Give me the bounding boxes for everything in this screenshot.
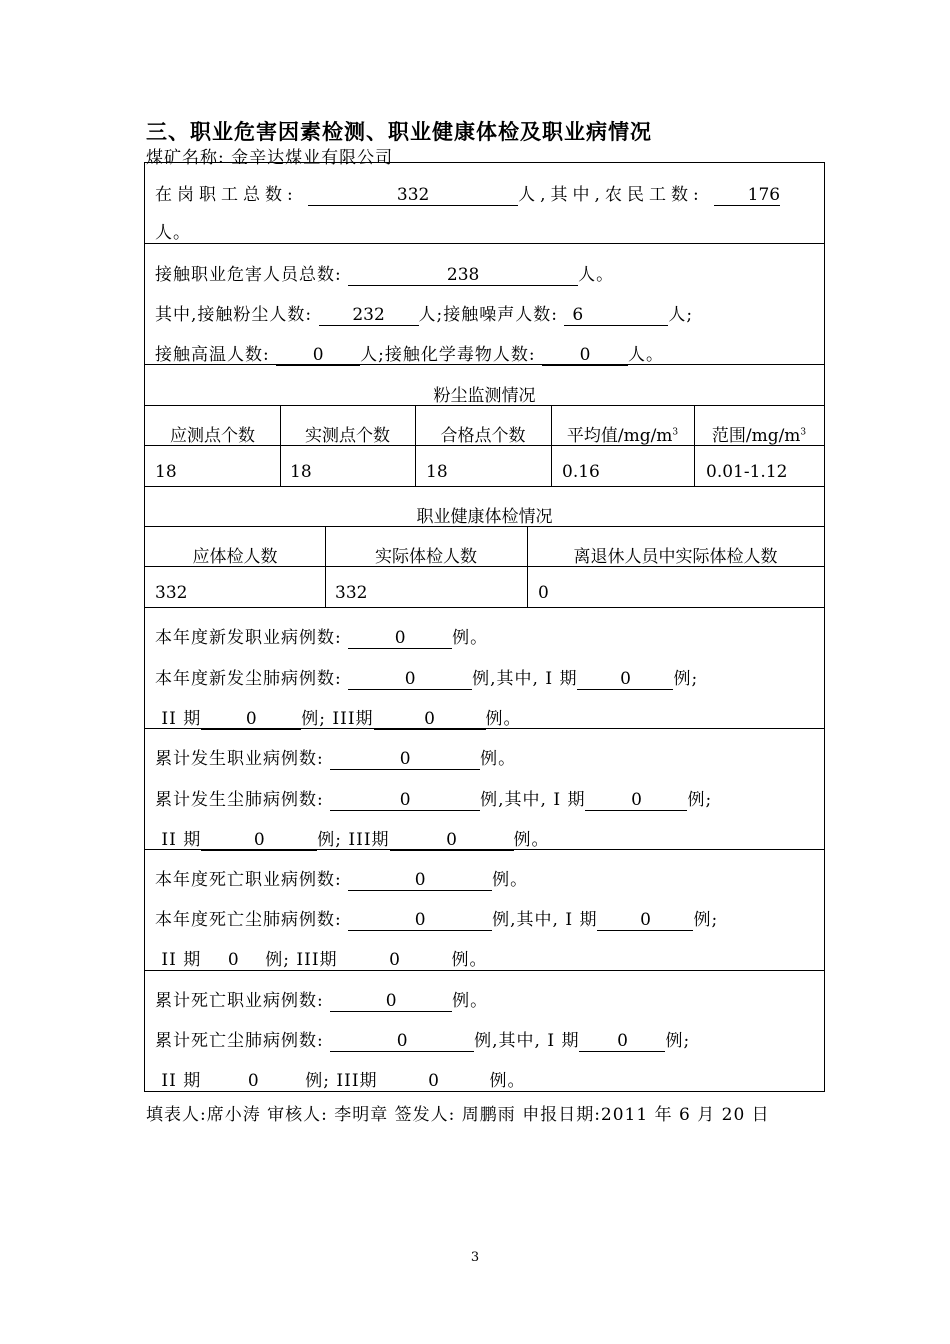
exam-value-planned: 332: [155, 583, 188, 603]
dust-header-range: 范围$/mg/m^3$: [711, 426, 807, 446]
signature-line: 填表人:席小涛 审核人: 李明章 签发人: 周鹏雨 申报日期:2011 年 6 月 20 日: [146, 1105, 770, 1125]
dust-value-range: 0.01-1.12: [706, 462, 788, 482]
stage2-label: II 期: [161, 950, 202, 970]
cum-death-stage3-value: 0: [378, 1071, 490, 1092]
death-occ-line: [155, 865, 528, 891]
cum-stage-line: [155, 825, 550, 851]
dust-value-average: 0.16: [562, 462, 600, 482]
stage3-label: III期: [348, 830, 390, 850]
cum-death-stage-line: [155, 1066, 526, 1092]
heat-count-label: 接触高温人数:: [155, 345, 270, 365]
cum-stage1-value: 0: [585, 790, 687, 811]
noise-tail: 人;: [668, 305, 694, 325]
exposure-dust-line: [155, 300, 693, 326]
staff-unit: 人: [518, 185, 541, 205]
cum-occ-line: [155, 744, 516, 770]
page-number: 3: [470, 1250, 480, 1265]
new-stage3-value: 0: [374, 709, 486, 730]
heat-count-value: 0: [276, 345, 360, 366]
dust-header-measured: 实测点个数: [305, 426, 390, 446]
new-occ-value: 0: [348, 628, 452, 649]
case-unit: 例;: [687, 790, 713, 810]
stage1-label: I 期: [545, 669, 578, 689]
exposure-total-label: 接触职业危害人员总数:: [155, 265, 342, 285]
case-unit: 例。: [513, 830, 550, 850]
staff-total-label: 在岗职工总数:: [155, 185, 298, 205]
case-unit: 例;: [301, 709, 326, 729]
case-unit: 例。: [485, 709, 522, 729]
death-occ-label: 本年度死亡职业病例数:: [155, 870, 342, 890]
cum-stage2-value: 0: [201, 830, 317, 851]
case-mid: 例,其中,: [472, 669, 539, 689]
cum-death-occ-line: [155, 986, 488, 1012]
case-unit: 例;: [305, 1071, 330, 1091]
new-occ-label: 本年度新发职业病例数:: [155, 628, 342, 648]
death-pneumo-line: [155, 905, 718, 931]
dust-header-qualified: 合格点个数: [440, 426, 526, 446]
death-stage2-value: 0: [201, 950, 265, 971]
death-pneumo-value: 0: [348, 910, 492, 931]
case-unit: 例;: [317, 830, 342, 850]
cum-death-pneumo-value: 0: [330, 1031, 474, 1052]
new-pneumo-value: 0: [348, 669, 472, 690]
section-title: 三、职业危害因素检测、职业健康体检及职业病情况: [146, 120, 652, 144]
farmer-value: 176: [714, 185, 780, 206]
stage2-label: II 期: [161, 1071, 202, 1091]
cum-occ-label: 累计发生职业病例数:: [155, 749, 324, 769]
stage2-label: II 期: [161, 830, 202, 850]
exam-value-retired: 0: [538, 583, 549, 603]
dust-value-measured: 18: [290, 462, 312, 482]
stage1-label: I 期: [547, 1031, 580, 1051]
stage1-label: I 期: [553, 790, 586, 810]
new-occ-line: [155, 623, 488, 649]
cum-death-occ-label: 累计死亡职业病例数:: [155, 991, 324, 1011]
case-unit: 例。: [452, 628, 489, 648]
death-occ-value: 0: [348, 870, 492, 891]
dust-value-planned: 18: [155, 462, 177, 482]
dust-count-label: 其中,接触粉尘人数:: [155, 305, 313, 325]
new-stage2-value: 0: [201, 709, 301, 730]
case-unit: 例;: [693, 910, 719, 930]
chem-tail: 人。: [628, 345, 665, 365]
exposure-heat-line: [155, 340, 664, 366]
exposure-total-tail: 人。: [578, 265, 615, 285]
stage3-label: III期: [296, 950, 338, 970]
staff-total-value: 332: [308, 185, 518, 206]
death-pneumo-label: 本年度死亡尘肺病例数:: [155, 910, 342, 930]
cum-pneumo-label: 累计发生尘肺病例数:: [155, 790, 324, 810]
cum-death-occ-value: 0: [330, 991, 452, 1012]
cum-death-stage2-value: 0: [201, 1071, 305, 1092]
case-unit: 例。: [480, 749, 517, 769]
death-stage1-value: 0: [597, 910, 693, 931]
dust-count-value: 232: [319, 305, 419, 326]
exam-value-actual: 332: [335, 583, 368, 603]
stage3-label: III期: [336, 1071, 378, 1091]
new-pneumo-label: 本年度新发尘肺病例数:: [155, 669, 342, 689]
cum-death-pneumo-line: [155, 1026, 690, 1052]
noise-count-value: 6: [564, 305, 668, 326]
case-unit: 例。: [492, 870, 529, 890]
stage2-label: II 期: [161, 709, 202, 729]
chem-count-value: 0: [542, 345, 628, 366]
noise-count-label: 人;接触噪声人数:: [418, 305, 559, 325]
staff-line: [155, 180, 780, 206]
cum-death-pneumo-label: 累计死亡尘肺病例数:: [155, 1031, 324, 1051]
death-stage3-value: 0: [338, 950, 452, 971]
case-mid: 例,其中,: [474, 1031, 541, 1051]
case-unit: 例;: [265, 950, 290, 970]
stage3-label: III期: [332, 709, 374, 729]
cum-occ-value: 0: [330, 749, 480, 770]
new-stage1-value: 0: [577, 669, 673, 690]
new-pneumo-line: [155, 664, 698, 690]
case-unit: 例。: [451, 950, 488, 970]
death-stage-line: [155, 945, 488, 971]
exam-header-retired: 离退休人员中实际体检人数: [573, 547, 778, 567]
report-table: [144, 162, 825, 1092]
cum-pneumo-line: [155, 785, 712, 811]
staff-tail: 人。: [155, 223, 191, 243]
exposure-total-value: 238: [348, 265, 578, 286]
case-unit: 例。: [452, 991, 489, 1011]
case-mid: 例,其中,: [492, 910, 559, 930]
exam-header-actual: 实际体检人数: [375, 547, 477, 567]
farmer-label: ,其中,农民工数:: [540, 185, 704, 205]
stage1-label: I 期: [565, 910, 598, 930]
cum-pneumo-value: 0: [330, 790, 480, 811]
exposure-total-line: [155, 260, 614, 286]
case-unit: 例。: [489, 1071, 526, 1091]
health-exam-heading: 职业健康体检情况: [416, 507, 553, 527]
chem-count-label: 人;接触化学毒物人数:: [360, 345, 536, 365]
mine-name: 金辛达煤业有限公司: [231, 148, 394, 168]
cum-death-stage1-value: 0: [579, 1031, 665, 1052]
dust-value-qualified: 18: [426, 462, 448, 482]
dust-monitor-heading: 粉尘监测情况: [433, 386, 536, 406]
case-unit: 例;: [673, 669, 699, 689]
exam-header-planned: 应体检人数: [192, 547, 278, 567]
case-unit: 例;: [665, 1031, 691, 1051]
case-mid: 例,其中,: [480, 790, 547, 810]
mine-label: 煤矿名称:: [146, 148, 225, 168]
new-stage-line: [155, 704, 522, 730]
cum-stage3-value: 0: [390, 830, 514, 851]
dust-header-planned: 应测点个数: [170, 426, 255, 446]
dust-header-average: 平均值$/mg/m^3$: [566, 426, 679, 446]
